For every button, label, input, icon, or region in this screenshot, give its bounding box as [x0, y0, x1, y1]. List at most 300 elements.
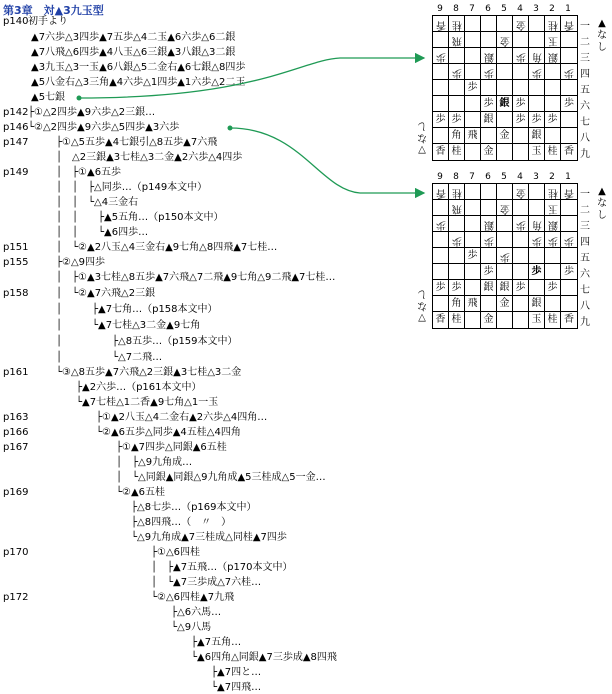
board-square: [545, 80, 561, 96]
page-ref: p163: [3, 412, 29, 423]
column-label: 5: [501, 172, 507, 182]
board-square: [465, 80, 481, 96]
board-square: [465, 280, 481, 296]
sente-piece: 金: [483, 146, 494, 157]
move-line: ├①△2四歩▲9六歩△2三銀…: [28, 107, 156, 118]
board-square: [481, 144, 497, 160]
row-label: 八: [580, 133, 590, 144]
row-label: 四: [580, 237, 590, 248]
sente-piece: 香: [564, 146, 574, 157]
board-square: [561, 312, 577, 328]
board-square: [529, 32, 545, 48]
row-label: 一: [580, 21, 590, 32]
move-line: ▲7八飛△6四歩▲4八玉△6三銀▲3八銀△3二銀: [31, 47, 236, 58]
board-square: [561, 48, 577, 64]
move-line: ▲3九玉△3一玉▲6八銀△5二金右▲6七銀△8四歩: [31, 62, 246, 73]
board-square: [497, 264, 513, 280]
board-square: [529, 16, 545, 32]
move-line: └△9九角成▲7三桂成△同桂▲7四歩: [131, 532, 287, 543]
move-line: ├①△5五歩▲4七銀引△8五歩▲7六飛: [56, 137, 218, 148]
move-line: │ │ └△4三金右: [56, 197, 139, 208]
board-square: [513, 264, 529, 280]
move-line: ├①▲2八玉△4二金右▲2六歩△4四角…: [96, 412, 268, 423]
column-label: 2: [549, 4, 555, 14]
sente-piece: 歩: [564, 98, 574, 109]
board-square: [433, 312, 449, 328]
sente-piece: 歩: [483, 266, 494, 277]
board-square: [545, 232, 561, 248]
board-square: [449, 264, 465, 280]
sente-piece: 香: [435, 146, 446, 157]
move-line: ├①△6四桂: [151, 547, 201, 558]
board-square: [433, 296, 449, 312]
sente-piece: 銀: [483, 114, 494, 125]
gote-piece: 香: [435, 187, 446, 198]
sente-piece: 歩: [483, 98, 494, 109]
gote-piece: 歩: [451, 67, 462, 78]
sente-piece: 桂: [451, 314, 462, 325]
board-square: [497, 312, 513, 328]
board-square: [545, 248, 561, 264]
board-square: [481, 264, 497, 280]
board-square: [529, 248, 545, 264]
move-line: 初手より: [28, 16, 68, 27]
board-square: [481, 296, 497, 312]
board-square: [449, 280, 465, 296]
board-square: [497, 296, 513, 312]
board-square: [561, 264, 577, 280]
row-label: 五: [580, 253, 590, 264]
board-square: [545, 264, 561, 280]
board-square: [433, 200, 449, 216]
sente-piece: 歩: [564, 266, 574, 277]
board-square: [513, 16, 529, 32]
move-line: └▲7四飛…: [211, 682, 262, 693]
row-label: 八: [580, 301, 590, 312]
board-square: [513, 144, 529, 160]
gote-piece: 歩: [531, 67, 542, 78]
board-square: [561, 200, 577, 216]
board-square: [513, 232, 529, 248]
gote-piece: 歩: [564, 67, 574, 78]
board-square: [513, 296, 529, 312]
move-line: └②△6四桂▲7九飛: [151, 592, 235, 603]
move-line: │ ├△8五歩…（p159本文中）: [56, 336, 238, 347]
column-label: 3: [533, 4, 539, 14]
board-square: [497, 80, 513, 96]
board-square: [465, 32, 481, 48]
move-line: │ ├△9九角成…: [116, 457, 193, 468]
move-line: │ └▲7七桂△3二金▲9七角: [56, 320, 201, 331]
sente-piece: 香: [564, 314, 574, 325]
board-square: [529, 144, 545, 160]
board-square: [449, 128, 465, 144]
sente-piece: 桂: [451, 146, 462, 157]
row-label: 六: [580, 101, 590, 112]
move-line: └②▲6五歩△同歩▲4五桂△4四角: [96, 427, 241, 438]
board-square: [545, 112, 561, 128]
page-ref: p161: [3, 367, 29, 378]
gote-piece: 桂: [451, 19, 462, 30]
board-square: [449, 200, 465, 216]
sente-piece: 角: [451, 130, 462, 141]
gote-piece: 歩: [531, 235, 542, 246]
column-label: 9: [437, 172, 443, 182]
move-line: │ │ ├△同歩…（p149本文中）: [56, 182, 208, 193]
gote-piece: 金: [515, 19, 526, 30]
page-ref: p166: [3, 427, 29, 438]
gote-piece: 歩: [483, 67, 494, 78]
sente-piece: 角: [451, 298, 462, 309]
board-square: [481, 32, 497, 48]
board-square: [513, 128, 529, 144]
board-square: [465, 144, 481, 160]
sente-piece: 銀: [499, 98, 510, 109]
board-square: [513, 32, 529, 48]
board-square: [465, 264, 481, 280]
gote-piece: 香: [435, 19, 446, 30]
board-square: [433, 144, 449, 160]
board-square: [449, 232, 465, 248]
column-label: 8: [453, 172, 459, 182]
gote-hand: ▽ な し: [417, 120, 427, 155]
sente-piece: 歩: [547, 114, 558, 125]
board-square: [481, 16, 497, 32]
move-line: │ ├▲7七角…（p158本文中）: [56, 304, 218, 315]
board-square: [497, 64, 513, 80]
sente-piece: 歩: [515, 98, 526, 109]
board-square: [497, 32, 513, 48]
move-line: ▲7六歩△3四歩▲7五歩△4二玉▲6六歩△6二銀: [31, 32, 236, 43]
board-square: [545, 32, 561, 48]
sente-piece: 歩: [547, 282, 558, 293]
board-square: [497, 280, 513, 296]
board-square: [433, 128, 449, 144]
move-line: │ └△同銀▲同銀△9九角成▲5三桂成△5一金…: [116, 472, 326, 483]
row-label: 七: [580, 117, 590, 128]
gote-piece: 桂: [547, 187, 558, 198]
board-square: [561, 96, 577, 112]
board-square: [561, 16, 577, 32]
arrow-to-board-2: [230, 128, 424, 193]
board-square: [513, 48, 529, 64]
move-line: │ ├①▲6五歩: [56, 167, 122, 178]
board-square: [529, 112, 545, 128]
board-square: [449, 16, 465, 32]
board-square: [497, 248, 513, 264]
row-label: 二: [580, 205, 590, 216]
board-square: [545, 96, 561, 112]
column-label: 1: [565, 4, 571, 14]
board-square: [513, 184, 529, 200]
board-square: [529, 64, 545, 80]
board-square: [449, 312, 465, 328]
move-line: │ │ └▲6四歩…: [56, 227, 149, 238]
gote-piece: 角: [531, 219, 542, 230]
page-ref: p149: [3, 167, 29, 178]
move-line: └▲6四角△同銀▲7三歩成▲8四飛: [191, 652, 337, 663]
gote-piece: 銀: [547, 219, 558, 230]
column-label: 4: [517, 4, 523, 14]
sente-piece: 銀: [499, 282, 510, 293]
board-square: [529, 296, 545, 312]
gote-piece: 歩: [435, 219, 446, 230]
column-label: 2: [549, 172, 555, 182]
board-square: [497, 200, 513, 216]
board-square: [481, 96, 497, 112]
gote-piece: 玉: [547, 35, 558, 46]
gote-piece: 金: [515, 187, 526, 198]
board-square: [545, 48, 561, 64]
board-square: [545, 280, 561, 296]
move-line: │ ├①▲3七桂△8五歩▲7六飛△7二飛▲9七角△9二飛▲7七桂…: [56, 272, 336, 283]
move-line: ▲5七銀: [31, 92, 66, 103]
page-ref: p169: [3, 487, 29, 498]
move-line: ▲5八金右△3三角▲4六歩△1四歩▲1六歩△2二玉: [31, 77, 246, 88]
board-square: [513, 312, 529, 328]
board-square: [465, 216, 481, 232]
board-square: [433, 64, 449, 80]
board-square: [529, 312, 545, 328]
board-square: [561, 280, 577, 296]
sente-piece: 金: [499, 130, 510, 141]
gote-piece: 香: [564, 19, 574, 30]
board-square: [433, 96, 449, 112]
board-square: [481, 280, 497, 296]
move-line: └△9八馬: [171, 622, 212, 633]
board-square: [481, 112, 497, 128]
column-label: 5: [501, 4, 507, 14]
board-square: [497, 112, 513, 128]
sente-piece: 桂: [547, 146, 558, 157]
board-square: [465, 128, 481, 144]
board-square: [433, 16, 449, 32]
board-square: [481, 80, 497, 96]
board-square: [449, 64, 465, 80]
board-square: [481, 128, 497, 144]
row-label: 九: [580, 317, 590, 328]
gote-piece: 香: [564, 187, 574, 198]
gote-piece: 歩: [515, 219, 526, 230]
move-line: │ △2三銀▲3七桂△3二金▲2六歩△4四歩: [56, 152, 243, 163]
board-square: [513, 96, 529, 112]
board-square: [529, 232, 545, 248]
gote-piece: 歩: [451, 235, 462, 246]
board-square: [545, 200, 561, 216]
row-label: 二: [580, 37, 590, 48]
move-line: ├②△9四歩: [56, 257, 106, 268]
move-line: │ ├▲7五飛…（p170本文中）: [151, 562, 293, 573]
board-square: [561, 296, 577, 312]
sente-piece: 金: [483, 314, 494, 325]
sente-hand: ▲ な し: [597, 18, 607, 53]
board-square: [513, 64, 529, 80]
gote-hand: ▽ な し: [417, 288, 427, 323]
sente-piece: 歩: [435, 114, 446, 125]
board-square: [545, 16, 561, 32]
board-square: [465, 312, 481, 328]
move-line: └③△8五歩▲7六飛△2三銀▲3七桂△3二金: [56, 367, 242, 378]
sente-piece: 香: [435, 314, 446, 325]
column-label: 4: [517, 172, 523, 182]
arrow-to-board-1: [79, 58, 424, 98]
board-square: [561, 184, 577, 200]
board-square: [465, 16, 481, 32]
move-line: │ └②▲2八玉△4三金右▲9七角△8四飛▲7七桂…: [56, 242, 278, 253]
board-square: [481, 232, 497, 248]
row-label: 九: [580, 149, 590, 160]
board-square: [561, 128, 577, 144]
board-square: [529, 280, 545, 296]
row-label: 三: [580, 221, 590, 232]
board-square: [465, 248, 481, 264]
sente-piece: 歩: [435, 282, 446, 293]
sente-piece: 歩: [531, 114, 542, 125]
column-label: 9: [437, 4, 443, 14]
page-ref: p172: [3, 592, 29, 603]
board-square: [433, 184, 449, 200]
board-square: [481, 184, 497, 200]
move-line: └②▲6五桂: [116, 487, 166, 498]
board-square: [433, 232, 449, 248]
board-square: [433, 112, 449, 128]
board-square: [481, 200, 497, 216]
sente-piece: 歩: [451, 282, 462, 293]
board-square: [433, 264, 449, 280]
move-line: ├▲7四と…: [211, 667, 262, 678]
chapter-title: 第3章 対▲3九玉型: [3, 4, 104, 17]
board-square: [497, 128, 513, 144]
board-square: [449, 296, 465, 312]
sente-piece: 銀: [531, 298, 542, 309]
board-square: [529, 128, 545, 144]
gote-piece: 飛: [451, 203, 462, 214]
sente-piece: 飛: [467, 130, 478, 141]
board-square: [481, 216, 497, 232]
board-square: [449, 216, 465, 232]
board-square: [449, 248, 465, 264]
gote-piece: 桂: [451, 187, 462, 198]
row-label: 七: [580, 285, 590, 296]
column-label: 8: [453, 4, 459, 14]
board-square: [545, 144, 561, 160]
board-square: [433, 280, 449, 296]
board-square: [449, 144, 465, 160]
page-ref: p140: [3, 16, 29, 27]
gote-piece: 歩: [435, 51, 446, 62]
board-square: [465, 96, 481, 112]
sente-piece: 銀: [483, 282, 494, 293]
board-square: [561, 144, 577, 160]
board-grid: [432, 183, 578, 329]
board-square: [481, 248, 497, 264]
board-square: [465, 232, 481, 248]
board-square: [497, 16, 513, 32]
board-square: [545, 216, 561, 232]
column-label: 6: [485, 172, 491, 182]
board-square: [513, 280, 529, 296]
board-square: [513, 80, 529, 96]
board-square: [513, 216, 529, 232]
sente-piece: 歩: [467, 250, 478, 261]
move-line: │ └②▲7六飛△2三銀: [56, 288, 156, 299]
gote-piece: 歩: [499, 251, 510, 262]
board-square: [465, 64, 481, 80]
board-square: [561, 32, 577, 48]
board-square: [449, 184, 465, 200]
move-line: ├①▲7四歩△同銀▲6五桂: [116, 442, 227, 453]
board-square: [545, 184, 561, 200]
board-grid: [432, 15, 578, 161]
board-square: [497, 48, 513, 64]
board-square: [497, 144, 513, 160]
board-square: [529, 200, 545, 216]
gote-piece: 飛: [451, 35, 462, 46]
board-square: [433, 32, 449, 48]
column-label: 3: [533, 172, 539, 182]
gote-piece: 玉: [547, 203, 558, 214]
move-line: ├△8四飛…（ 〃 ）: [131, 517, 232, 528]
move-line: ├▲7五角…: [191, 637, 242, 648]
board-square: [433, 48, 449, 64]
sente-piece: 飛: [467, 298, 478, 309]
board-square: [513, 200, 529, 216]
board-square: [529, 48, 545, 64]
page-ref: p147: [3, 137, 29, 148]
board-square: [449, 80, 465, 96]
move-line: ├▲2六歩…（p161本文中）: [56, 382, 202, 393]
sente-piece: 銀: [531, 130, 542, 141]
page-ref: p155: [3, 257, 29, 268]
board-square: [433, 248, 449, 264]
sente-piece: 金: [499, 298, 510, 309]
board-square: [529, 96, 545, 112]
board-square: [449, 32, 465, 48]
column-label: 6: [485, 4, 491, 14]
page-ref: p170: [3, 547, 29, 558]
board-square: [497, 184, 513, 200]
board-square: [465, 184, 481, 200]
sente-piece: 歩: [515, 282, 526, 293]
board-square: [513, 248, 529, 264]
board-square: [561, 232, 577, 248]
board-square: [433, 80, 449, 96]
board-square: [545, 312, 561, 328]
board-square: [481, 312, 497, 328]
gote-piece: 金: [499, 35, 510, 46]
board-square: [545, 64, 561, 80]
move-line: │ └△7二飛…: [56, 352, 163, 363]
board-square: [465, 48, 481, 64]
gote-piece: 歩: [515, 51, 526, 62]
gote-piece: 歩: [547, 235, 558, 246]
sente-piece: 玉: [531, 314, 542, 325]
board-square: [481, 64, 497, 80]
sente-piece: 歩: [531, 266, 542, 277]
board-square: [497, 216, 513, 232]
row-label: 四: [580, 69, 590, 80]
board-square: [465, 296, 481, 312]
move-line: ├△6六馬…: [171, 607, 222, 618]
board-square: [497, 232, 513, 248]
board-square: [561, 112, 577, 128]
page-ref: p167: [3, 442, 29, 453]
board-square: [449, 96, 465, 112]
gote-piece: 角: [531, 51, 542, 62]
board-square: [561, 64, 577, 80]
board-square: [481, 48, 497, 64]
board-square: [465, 112, 481, 128]
